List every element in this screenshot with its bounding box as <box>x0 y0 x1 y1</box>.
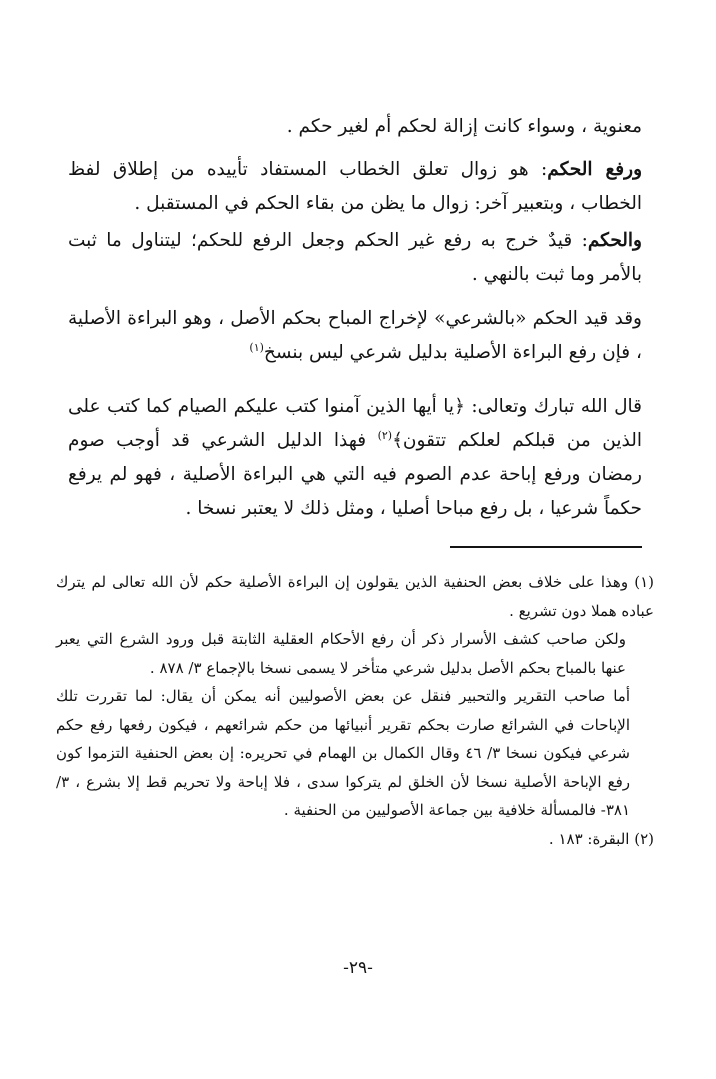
footnote-separator <box>450 546 642 548</box>
paragraph-3 <box>68 224 642 292</box>
paragraph-2 <box>68 153 642 221</box>
term-al-hukm: والحكم <box>587 230 642 251</box>
footnote-1-taqrir: أما صاحب التقرير والتحبير فنقل عن بعض الأصوليين أنه يمكن أن يقال: لما تقررت تلك الإباحات في الشرائع صارت بحكم تقرير أنبيائها من حكم شرائعهم ، فيكون رفعها رفع حكم شرعي فيكون نسخا ٣/ ٤٦ وقال الكمال بن الهمام في تحريره: إن بعض الحنفية التزموا كون رفع الإباحة الأصلية نسخا لأن الخلق لم يتركوا سدى ، فلا إباحة ولا تحريم قط إلا بشرع ، ٣/ ٣٨١- فالمسألة خلافية بين جماعة الأصوليين من الحنفية . <box>56 687 630 819</box>
term-raf-al-hukm: ورفع الحكم <box>547 159 643 180</box>
paragraph-5-text-b: فهذا الدليل الشرعي قد أوجب صوم رمضان ورفع إباحة عدم الصوم فيه التي هي البراءة الأصلية ، فهو لم يرفع حكماً شرعيا ، بل رفع مباحا أصليا ، ومثل ذلك لا يعتبر نسخا . <box>68 430 642 519</box>
page-number: -٢٩- <box>343 958 373 978</box>
footnotes <box>56 568 654 853</box>
footnote-1-kashf: ولكن صاحب كشف الأسرار ذكر أن رفع الأحكام العقلية الثابتة قبل ورود الشرع التي يعبر عنها بالمباح بحكم الأصل بدليل شرعي متأخر لا يسمى نسخا بالإجماع ٣/ ٨٧٨ . <box>56 630 626 677</box>
footnote-1-intro: (١) وهذا على خلاف بعض الحنفية الذين يقولون إن البراءة الأصلية حكم لأن الله تعالى لم يترك عباده هملا دون تشريع . <box>56 573 654 620</box>
footnote-2: (٢) البقرة: ١٨٣ . <box>548 829 654 848</box>
paragraph-1-text: معنوية ، وسواء كانت إزالة لحكم أم لغير حكم . <box>286 116 642 137</box>
paragraph-3-text: : قيدٌ خرج به رفع غير الحكم وجعل الرفع للحكم؛ ليتناول ما ثبت بالأمر وما ثبت بالنهي . <box>68 230 642 285</box>
footnote-ref-2: (٢) <box>377 428 393 442</box>
paragraph-1 <box>68 110 642 144</box>
paragraph-4 <box>68 302 642 370</box>
paragraph-4-text: وقد قيد الحكم «بالشرعي» لإخراج المباح بحكم الأصل ، وهو البراءة الأصلية ، فإن رفع البراءة الأصلية بدليل شرعي ليس بنسخ <box>68 308 642 363</box>
paragraph-5 <box>68 390 642 526</box>
paragraph-2-text: : هو زوال تعلق الخطاب المستفاد تأييده من إطلاق لفظ الخطاب ، وبتعبير آخر: زوال ما يظن من بقاء الحكم في المستقبل . <box>68 159 642 214</box>
paragraph-5-text-a: قال الله تبارك وتعالى: ﴿يا أيها الذين آمنوا كتب عليكم الصيام كما كتب على الذين من قبلكم لعلكم تتقون﴾ <box>68 396 642 451</box>
footnote-ref-1: (١) <box>249 340 264 354</box>
